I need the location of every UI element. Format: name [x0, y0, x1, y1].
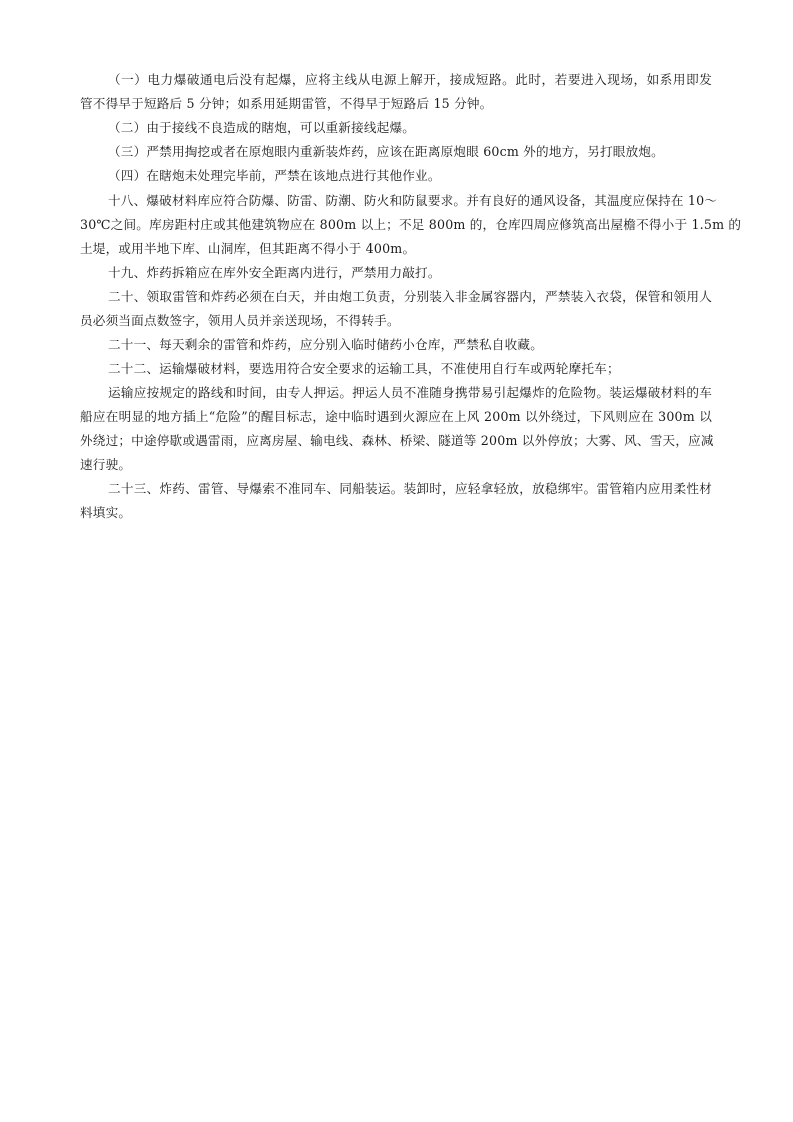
paragraph-line: 速行驶。 [80, 457, 132, 472]
paragraph-line: 船应在明显的地方插上“危险”的醒目标志，途中临时遇到火源应在上风 200m 以外绕过，下风则应在 300m 以 [80, 409, 712, 424]
paragraph-line: 二十、领取雷管和炸药必须在白天，并由炮工负责，分别装入非金属容器内，严禁装入衣袋，保管和领用人 [108, 289, 712, 304]
paragraph-line: 二十二、运输爆破材料，要选用符合安全要求的运输工具，不准使用自行车或两轮摩托车； [108, 361, 620, 376]
paragraph-line: 料填实。 [80, 505, 132, 520]
paragraph-line: 外绕过；中途停歇或遇雷雨，应离房屋、输电线、森林、桥梁、隧道等 200m 以外停放；大雾、风、雪天，应减 [80, 433, 714, 448]
paragraph-line: 十九、炸药拆箱应在库外安全距离内进行，严禁用力敲打。 [108, 265, 441, 280]
paragraph-line: （三）严禁用掏挖或者在原炮眼内重新装炸药，应该在距离原炮眼 60cm 外的地方，另打眼放炮。 [108, 144, 664, 159]
paragraph-line: 十八、爆破材料库应符合防爆、防雷、防潮、防火和防鼠要求。并有良好的通风设备，其温度应保持在 10～ [108, 193, 718, 208]
paragraph-line: 管不得早于短路后 5 分钟；如系用延期雷管，不得早于短路后 15 分钟。 [80, 96, 493, 111]
paragraph-line: （二）由于接线不良造成的瞎炮，可以重新接线起爆。 [108, 120, 416, 135]
paragraph-line: 土堤，或用半地下库、山洞库，但其距离不得小于 400m。 [80, 241, 416, 256]
paragraph-line: 运输应按规定的路线和时间，由专人押运。押运人员不准随身携带易引起爆炸的危险物。装运爆破材料的车 [108, 385, 712, 400]
paragraph-line: （一）电力爆破通电后没有起爆，应将主线从电源上解开，接成短路。此时，若要进入现场，如系用即发 [108, 72, 712, 87]
paragraph-line: （四）在瞎炮未处理完毕前，严禁在该地点进行其他作业。 [108, 168, 441, 183]
paragraph-line: 二十一、每天剩余的雷管和炸药，应分别入临时储药小仓库，严禁私自收藏。 [108, 337, 543, 352]
paragraph-line: 二十三、炸药、雷管、导爆索不准同车、同船装运。装卸时，应轻拿轻放，放稳绑牢。雷管箱内应用柔性材 [108, 481, 712, 496]
paragraph-line: 30℃之间。库房距村庄或其他建筑物应在 800m 以上；不足 800m 的，仓库四周应修筑高出屋檐不得小于 1.5m 的 [80, 217, 742, 232]
paragraph-line: 员必须当面点数签字，领用人员并亲送现场，不得转手。 [80, 313, 400, 328]
